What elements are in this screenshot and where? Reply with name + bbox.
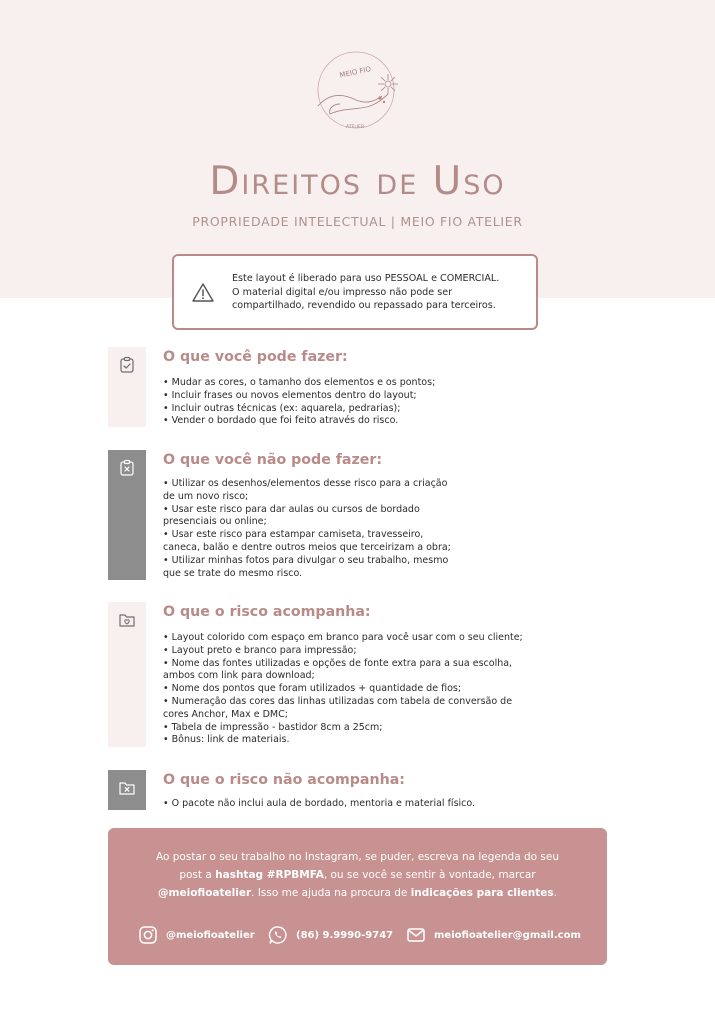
email-link[interactable]: meiofioatelier@gmail.com [434,929,581,941]
list-item: • Layout colorido com espaço em branco para você usar com o seu cliente; [163,632,523,643]
highlight-text: indicações para clientes [410,887,554,899]
instagram-handle: @meiofioatelier [158,887,252,899]
footer-message [118,848,597,902]
section-list [163,632,583,747]
list-item: • Incluir outras técnicas (ex: aquarela, pedrarias); [163,402,401,414]
footer-line: Ao postar o seu trabalho no Instagram, se puder, escreva na legenda do seu [156,851,559,863]
section-heading: O que o risco acompanha: [163,604,371,620]
section-heading: O que você pode fazer: [163,349,348,365]
list-item: • Utilizar os desenhos/elementos desse risco para a criação de um novo risco; [163,478,448,502]
section-list [163,478,583,580]
list-item: • Vender o bordado que foi feito através do risco. [163,415,399,427]
list-item: • Tabela de impressão - bastidor 8cm a 25cm; [163,721,383,733]
contact-whatsapp[interactable] [268,924,393,946]
section-list [163,377,583,428]
contact-row [108,924,607,946]
section-marker [108,602,146,747]
footer-line: post a hashtag #RPBMFA, ou se você se sentir à vontade, marcar [179,869,536,881]
whatsapp-icon [268,925,288,945]
logo-text-bottom: ATELIER [346,125,365,130]
list-item: • Usar este risco para estampar camiseta, travesseiro, caneca, balão e dentre outros meios que terceirizam a obra; [163,529,451,553]
section-marker [108,770,146,810]
instagram-icon [138,925,158,945]
list-item: • Utilizar minhas fotos para divulgar o seu trabalho, mesmo que se trate do mesmo risco. [163,554,449,579]
list-item: • Mudar as cores, o tamanho dos elementos e os pontos; [163,377,436,388]
footer-line: @meiofioatelier. Isso me ajuda na procura de indicações para clientes. [158,887,557,899]
folder-heart-icon [118,611,136,629]
warning-icon [192,282,214,304]
list-item: • Numeração das cores das linhas utilizadas com tabela de conversão de cores Anchor, Max e DMC; [163,695,513,720]
section-heading: O que o risco não acompanha: [163,772,405,788]
footer-panel [108,828,607,965]
instagram-link[interactable]: @meiofioatelier [166,929,255,941]
list-item: • Layout preto e branco para impressão; [163,644,357,656]
notice-line: Este layout é liberado para uso PESSOAL e COMERCIAL. [232,273,500,284]
usage-notice [172,254,538,330]
notice-line: O material digital e/ou impresso não pode ser [232,286,453,298]
clipboard-x-icon [118,459,136,477]
page-subtitle: PROPRIEDADE INTELECTUAL | MEIO FIO ATELIER [192,214,523,229]
contact-email[interactable] [406,924,581,946]
contact-instagram[interactable] [138,924,255,946]
notice-text [232,272,532,313]
atelier-logo [300,48,412,136]
list-item: • Nome das fontes utilizadas e opções de fonte extra para a sua escolha, ambos com link para download; [163,657,513,682]
folder-x-icon [118,779,136,797]
hashtag: hashtag #RPBMFA [215,869,324,881]
list-item: • Usar este risco para dar aulas ou cursos de bordado presenciais ou online; [163,503,420,528]
section-marker [108,450,146,580]
section-list [163,798,583,811]
notice-line: compartilhado, revendido ou repassado para terceiros. [232,300,496,311]
email-icon [406,925,426,945]
clipboard-check-icon [118,356,136,374]
list-item: • Incluir frases ou novos elementos dentro do layout; [163,389,417,401]
page-title: Direitos de Uso [209,159,506,204]
list-item: • Nome dos pontos que foram utilizados + quantidade de fios; [163,683,462,695]
list-item: • Bônus: link de materiais. [163,734,290,746]
section-heading: O que você não pode fazer: [163,452,383,468]
list-item: • O pacote não inclui aula de bordado, mentoria e material físico. [163,798,476,809]
whatsapp-number[interactable]: (86) 9.9990-9747 [296,929,394,941]
logo-text-top: MEIO FIO [338,65,372,80]
section-marker [108,347,146,427]
